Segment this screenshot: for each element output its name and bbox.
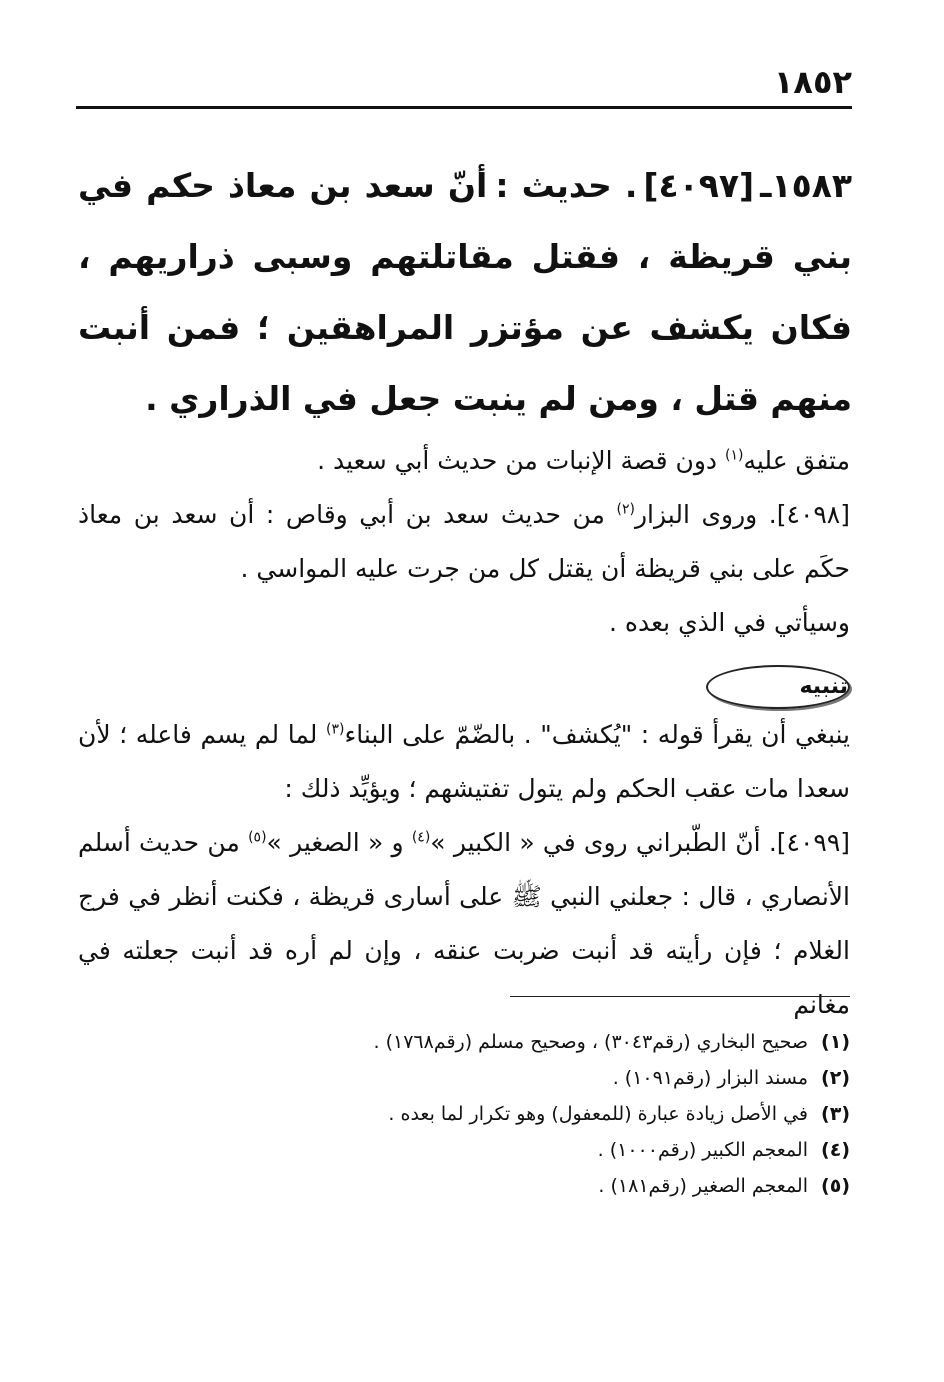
- footnote-text: مسند البزار (رقم١٠٩١) .: [612, 1067, 808, 1089]
- hadith-reference: [٤٠٩٧]: [643, 166, 755, 205]
- footnote-item: [78, 1132, 850, 1168]
- footnote-ref-2[interactable]: (٢): [616, 501, 635, 518]
- paragraph-reading-text-a: ينبغي أن يقرأ قوله : "يُكشف" . بالضّمّ على البناء: [344, 720, 850, 749]
- footnote-item: [78, 1060, 850, 1096]
- paragraph-reading-text-b: لما لم يسم فاعله ؛ لأن سعدا مات عقب الحكم ولم يتول تفتيشهم ؛ ويؤيِّد ذلك :: [78, 720, 850, 803]
- footnote-marker: (٥): [821, 1175, 850, 1197]
- notice-heading-wrap: [78, 654, 850, 708]
- footnote-item: [78, 1096, 850, 1132]
- footnotes-list: [78, 1024, 850, 1204]
- paragraph-bazzar: [78, 488, 850, 596]
- hadith-text: أنّ سعد بن معاذ حكم في بني قريظة ، فقتل مقاتلتهم وسبى ذراريهم ، فكان يكشف عن مؤتزر المراهقين ؛ فمن أنبت منهم قتل ، ومن لم ينبت جعل في الذراري .: [78, 166, 852, 418]
- footnote-marker: (٣): [821, 1103, 850, 1125]
- paragraph-reading: [78, 708, 850, 816]
- paragraph-agreed-text-b: دون قصة الإنبات من حديث أبي سعيد .: [317, 446, 725, 475]
- header-rule: [76, 106, 852, 109]
- footnote-text: المعجم الكبير (رقم١٠٠٠) .: [597, 1139, 808, 1161]
- footnote-text: صحيح البخاري (رقم٣٠٤٣) ، وصحيح مسلم (رقم١٧٦٨) .: [373, 1031, 808, 1053]
- paragraph-agreed-text-a: متفق عليه: [743, 446, 850, 475]
- paragraph-agreed: [78, 434, 850, 488]
- footnote-ref-5[interactable]: (٥): [248, 829, 267, 846]
- footnote-item: [78, 1024, 850, 1060]
- hadith-label: . حديث :: [495, 166, 638, 205]
- paragraph-bazzar-text-b: من حديث سعد بن أبي وقاص : أن سعد بن معاذ حكَم على بني قريظة أن يقتل كل من جرت عليه المواسي .: [78, 500, 850, 583]
- footnote-ref-3[interactable]: (٣): [326, 721, 345, 738]
- footnote-text: المعجم الصغير (رقم١٨١) .: [598, 1175, 808, 1197]
- hadith-number: ١٥٨٣ـ: [760, 166, 852, 205]
- paragraph-tabarani-text-b: و « الصغير »: [266, 828, 412, 857]
- notice-heading: تنبيه: [706, 665, 850, 709]
- footnote-ref-1[interactable]: (١): [725, 447, 744, 464]
- notice-block: [78, 654, 850, 1032]
- hadith-entry: [78, 150, 852, 434]
- footnote-marker: (١): [821, 1031, 850, 1053]
- footnote-text: في الأصل زيادة عبارة (للمعفول) وهو تكرار لما بعده .: [388, 1103, 808, 1125]
- paragraph-bazzar-text-a: [٤٠٩٨]. وروى البزار: [634, 500, 850, 529]
- paragraph-tabarani: [78, 816, 850, 1032]
- page-number: ١٨٥٢: [773, 63, 852, 101]
- paragraph-tabarani-text-a: [٤٠٩٩]. أنّ الطّبراني روى في « الكبير »: [430, 828, 851, 857]
- footnote-ref-4[interactable]: (٤): [411, 829, 431, 846]
- paragraph-forthcoming: وسيأتي في الذي بعده .: [609, 608, 850, 637]
- footnote-item: [78, 1168, 850, 1204]
- commentary-block: [78, 434, 850, 650]
- footnote-rule: [510, 996, 850, 997]
- footnote-marker: (٤): [821, 1139, 850, 1161]
- paragraph-tabarani-text-c: من حديث أسلم الأنصاري ، قال : جعلني النبي ﷺ على أسارى قريظة ، فكنت أنظر في فرج الغلام ؛ فإن رأيته قد أنبت ضربت عنقه ، وإن لم أره قد أنبت جعلته في مغانم: [78, 828, 850, 1019]
- footnote-marker: (٢): [821, 1067, 850, 1089]
